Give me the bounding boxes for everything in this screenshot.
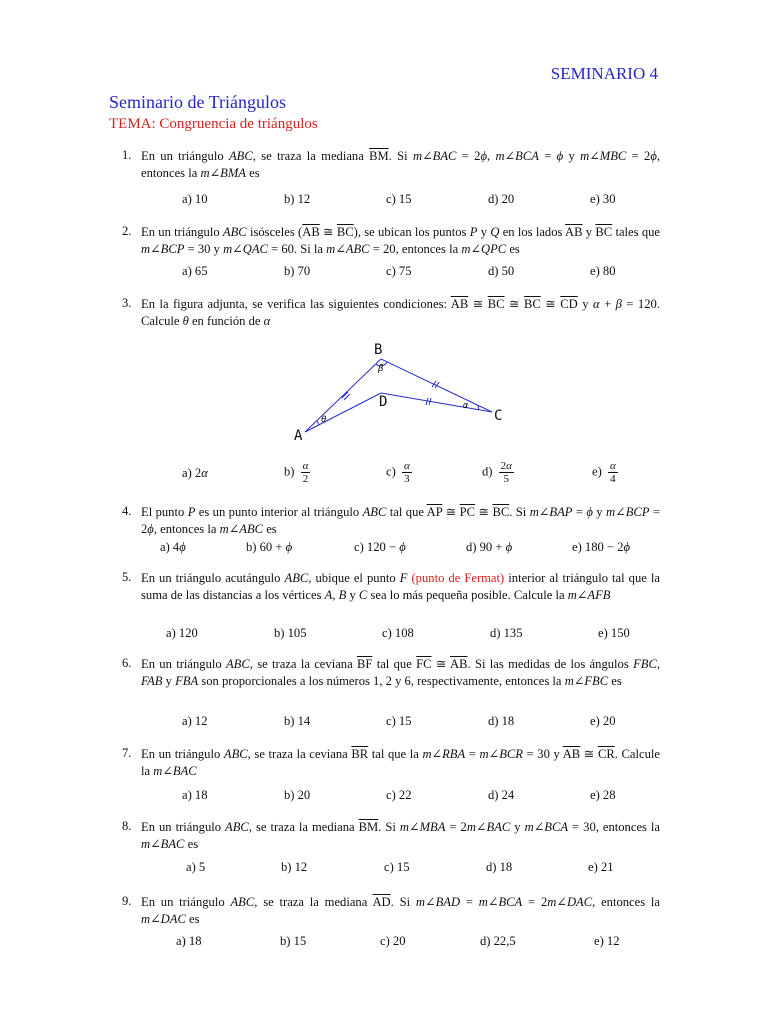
problem-7 [122,746,660,779]
option-d[interactable]: d) 20 [488,192,515,206]
problem-4 [122,504,660,537]
option-d[interactable]: d) 24 [488,788,515,802]
page-topic: TEMA: Congruencia de triángulos [109,116,318,132]
seminario-number: SEMINARIO 4 [550,64,658,83]
option-a[interactable]: a) 18 [182,788,208,802]
problem-text: En un triángulo ABC isósceles ($\overline{AB}$ ≅ $\overline{BC}$), se ubican los puntos P y Q en los lados $\overline{AB}$ y $\overline{BC}$ tales que m∠BCP = 30 y m∠QAC = 60. Si la m∠ABC = 20, entonces la m∠QPC es [141,225,661,256]
option-a[interactable]: a) 2α [182,466,208,480]
problem-5 [122,570,660,603]
option-a[interactable]: a) 4ϕ [160,540,186,554]
problem-8 [122,819,660,852]
problem-number: 7. [122,746,132,760]
option-c[interactable]: c) 120 − ϕ [354,540,406,554]
label-d: D [379,394,388,410]
label-c: C [494,408,503,424]
option-b[interactable]: b) 15 [280,934,307,948]
label-alpha: α [463,401,469,411]
option-d[interactable]: d) 22,5 [480,934,516,948]
option-d[interactable]: d) 90 + ϕ [466,540,513,554]
problem-number: 2. [122,224,132,238]
option-c[interactable]: c) 20 [380,934,406,948]
problem-9 [122,894,660,927]
option-a[interactable]: a) 5 [186,860,206,874]
problem-7-options [122,788,660,810]
problem-text: En un triángulo acutángulo ABC, ubique el punto F (punto de Fermat) interior al triángulo tal que la suma de las distancias a los vértices A, B y C sea lo más pequeña posible. Calcule la m∠AFB [141,571,661,602]
problem-6-options [122,714,660,736]
option-d[interactable]: d) 135 [490,626,523,640]
problem-2-options [122,264,660,286]
option-d[interactable]: d) $\frac{2\alpha}{5}$ [482,460,512,485]
option-e[interactable]: e) 180 − 2ϕ [572,540,631,554]
problem-text: En un triángulo ABC, se traza la mediana $\overline{BM}$. Si m∠BAC = 2ϕ, m∠BCA = ϕ y m∠MBC = 2ϕ, entonces la m∠BMA es [141,149,661,180]
problem-text: En la figura adjunta, se verifica las siguientes condiciones: $\overline{AB}$ ≅ $\overline{BC}$ ≅ $\overline{BC}$ ≅ $\overline{CD}$ y α + β = 120. Calcule θ en función de α [141,297,660,328]
label-b: B [374,342,383,358]
option-e[interactable]: e) 28 [590,788,616,802]
option-d[interactable]: d) 18 [488,714,515,728]
option-c[interactable]: c) 15 [386,192,412,206]
option-a[interactable]: a) 65 [182,264,208,278]
option-b[interactable]: b) $\frac{\alpha}{2}$ [284,460,309,485]
segment-ad [305,393,381,432]
figure-lines [305,359,492,432]
problem-3 [122,296,660,329]
option-b[interactable]: b) 60 + ϕ [246,540,293,554]
problem-number: 1. [122,148,132,162]
option-e[interactable]: e) 12 [594,934,620,948]
problem-number: 5. [122,570,132,584]
problem-text: En un triángulo ABC, se traza la mediana $\overline{BM}$. Si m∠MBA = 2m∠BAC y m∠BCA = 30, entonces la m∠BAC es [141,820,661,851]
option-e[interactable]: e) 30 [590,192,616,206]
problem-number: 9. [122,894,132,908]
problem-1 [122,148,660,181]
option-a[interactable]: a) 18 [176,934,202,948]
option-e[interactable]: e) 21 [588,860,614,874]
problem-number: 3. [122,296,132,310]
problem-number: 8. [122,819,132,833]
problem-number: 4. [122,504,132,518]
option-d[interactable]: d) 18 [486,860,513,874]
problem-text: En un triángulo ABC, se traza la ceviana $\overline{BF}$ tal que $\overline{FC}$ ≅ $\overline{AB}$. Si las medidas de los ángulos FBC, FAB y FBA son proporcionales a los números 1, 2 y 6, respectivamente, entonces la m∠FBC es [141,657,661,688]
problem-number: 6. [122,656,132,670]
segment-dc [381,393,492,412]
problem-6 [122,656,660,689]
triangle-figure [290,340,520,445]
option-a[interactable]: a) 10 [182,192,208,206]
option-b[interactable]: b) 70 [284,264,311,278]
option-c[interactable]: c) 108 [382,626,414,640]
option-a[interactable]: a) 12 [182,714,208,728]
option-e[interactable]: e) $\frac{\alpha}{4}$ [592,460,616,485]
option-c[interactable]: c) 22 [386,788,412,802]
option-b[interactable]: b) 20 [284,788,311,802]
page-title: Seminario de Triángulos [109,92,287,112]
label-beta: β [378,364,384,374]
option-b[interactable]: b) 105 [274,626,307,640]
problem-3-options [122,460,660,485]
option-b[interactable]: b) 12 [281,860,308,874]
option-b[interactable]: b) 14 [284,714,311,728]
problem-4-options [122,540,660,562]
option-c[interactable]: c) 15 [386,714,412,728]
option-c[interactable]: c) 15 [384,860,410,874]
option-b[interactable]: b) 12 [284,192,311,206]
problem-8-options [122,860,660,882]
angle-arc-theta [317,421,319,425]
option-e[interactable]: e) 20 [590,714,616,728]
problem-5-options [122,626,660,648]
option-e[interactable]: e) 150 [598,626,630,640]
segment-ab [305,359,381,432]
problem-1-options [122,192,660,214]
option-d[interactable]: d) 50 [488,264,515,278]
option-a[interactable]: a) 120 [166,626,198,640]
label-a: A [294,428,303,444]
label-theta: θ [321,415,327,425]
option-c[interactable]: c) 75 [386,264,412,278]
problem-2 [122,224,660,257]
problem-9-options [122,934,660,956]
problem-text: En un triángulo ABC, se traza la mediana $\overline{AD}$. Si m∠BAD = m∠BCA = 2m∠DAC, entonces la m∠DAC es [141,895,661,926]
problem-text: En un triángulo ABC, se traza la ceviana $\overline{BR}$ tal que la m∠RBA = m∠BCR = 30 y $\overline{AB}$ ≅ $\overline{CR}$. Calcule la m∠BAC [141,747,660,778]
problem-text: El punto P es un punto interior al triángulo ABC tal que $\overline{AP}$ ≅ $\overline{PC}$ ≅ $\overline{BC}$. Si m∠BAP = ϕ y m∠BCP = 2ϕ, entonces la m∠ABC es [141,505,660,536]
option-c[interactable]: c) $\frac{\alpha}{3}$ [386,460,410,485]
option-e[interactable]: e) 80 [590,264,616,278]
